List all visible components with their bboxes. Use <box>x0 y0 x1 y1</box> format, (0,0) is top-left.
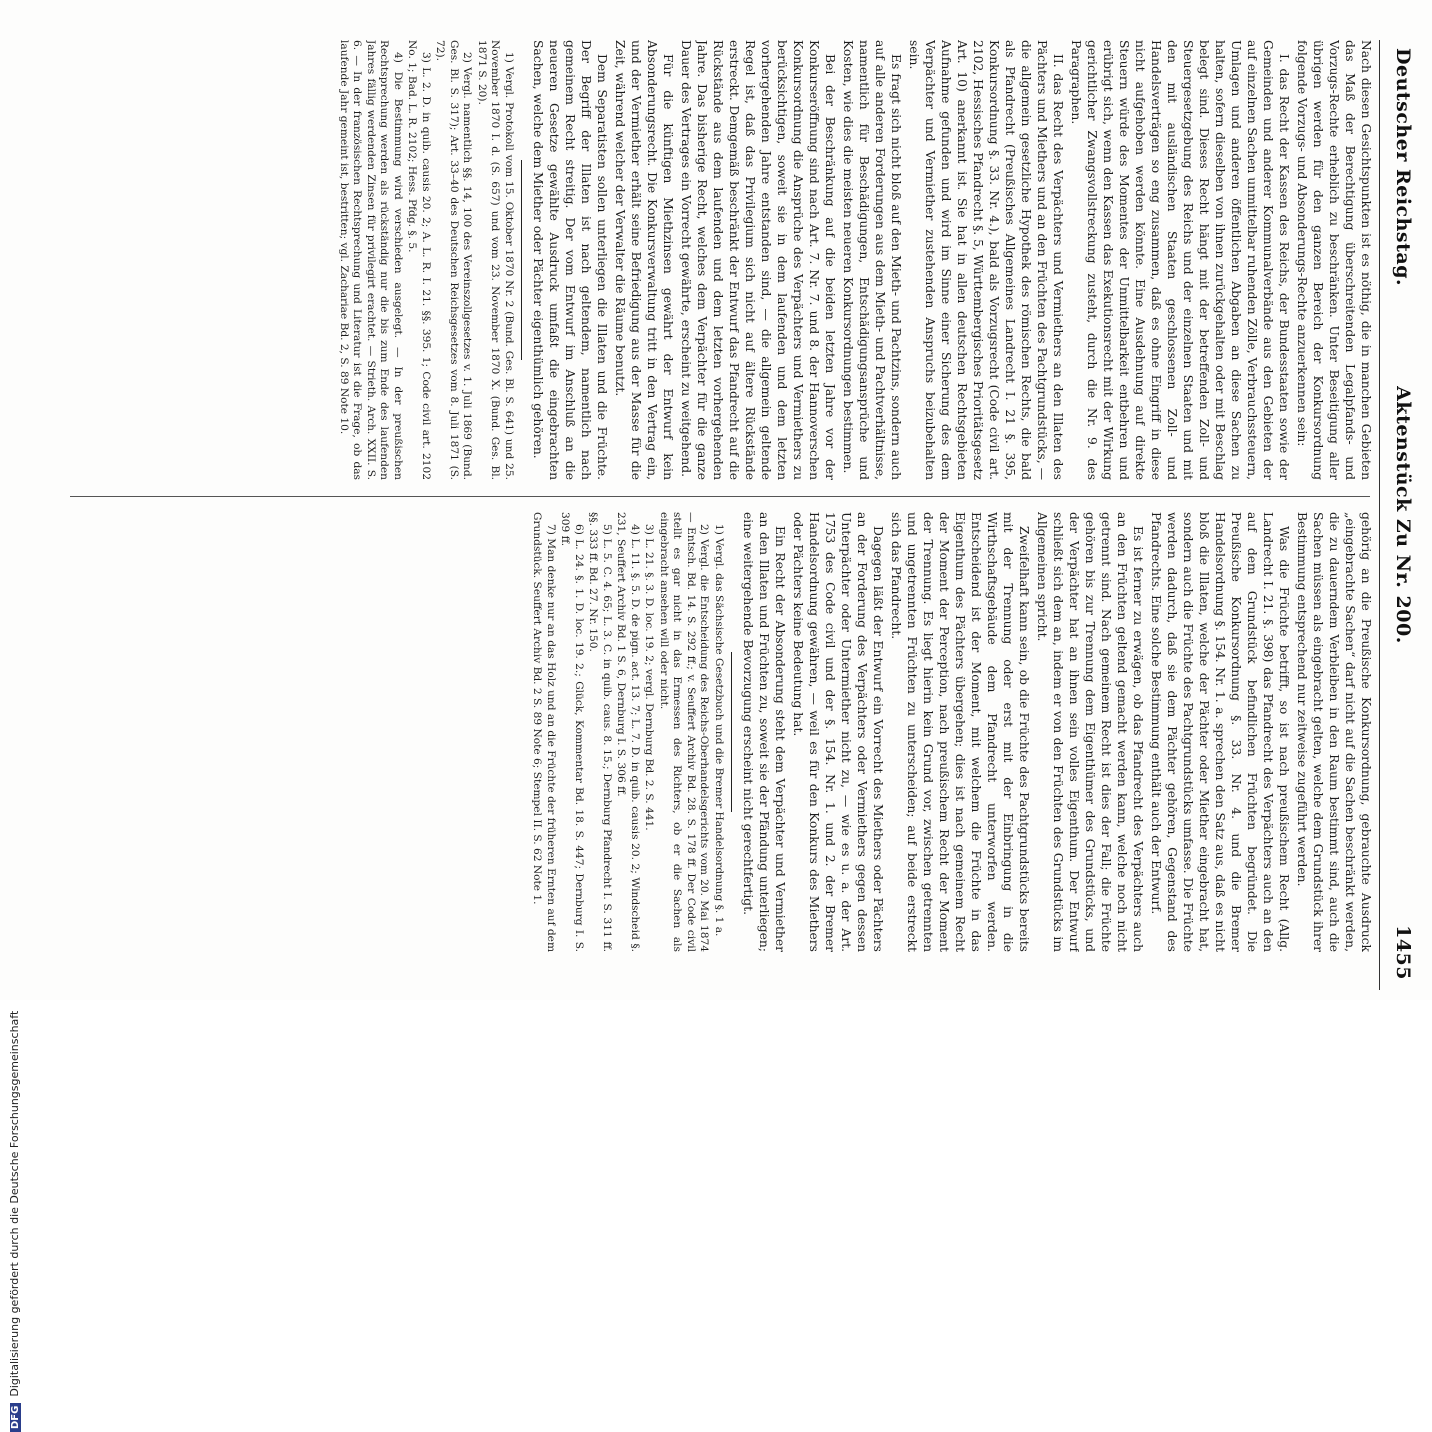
left-footnotes <box>337 40 516 480</box>
paragraph: II. das Recht des Verpächters und Vermiethers an den Illaten des Pächters und Miethers und an den Früchten des Pachtgrundstücks, — die allgemein gesetzliche Hypothek des römischen Rechts, die bald als Pfandrecht (Preußisches Allgemeines Landrecht I. 21 §. 395, Konkursordnung §. 33. Nr. 4.), bald als Vorzugsrecht (Code civil art. 2102, Hessisches Pfandrecht §. 5, Württembergisches Prioritätsgesetz Art. 10) anerkannt ist. Sie hat in allen deutschen Rechtsgebieten Aufnahme gefunden und wird im Sinne einer Sicherung des dem Verpächter und Vermiether zustehenden Anspruchs beizubehalten sein. <box>907 40 1065 480</box>
paragraph: Es ist ferner zu erwägen, ob das Pfandrecht des Verpächters auch an den Früchten geltend gemacht werden kann, welche noch nicht getrennt sind. Nach gemeinem Recht ist dies der Fall; die Früchte gehören bis zur Trennung dem Eigenthümer des Grundstücks, und der Verpächter hat an ihnen sein volles Eigenthum. Der Entwurf schließt sich dem an, indem er von den Früchten des Grundstücks im Allgemeinen spricht. <box>1035 512 1145 952</box>
right-column <box>44 512 1374 952</box>
paragraph: Dem Separatisten sollen unterliegen die Illaten und die Früchte. Der Begriff der Illaten ist nach geltendem, namentlich nach gemeinem Recht streitig. Der vom Entwurf im Anschluß an die neueren Gesetze gewählte Ausdruck umfaßt die eingebrachten Sachen, welche dem Miether oder Pächter eigenthümlich gehören. <box>531 40 609 480</box>
footnote-rule <box>521 160 522 360</box>
header-document-reference: Aktenstück Zu Nr. 200. <box>1392 386 1414 644</box>
credit-text: Digitalisierung gefördert durch die Deutsche Forschungsgemeinschaft <box>8 1010 21 1397</box>
footnote-rule <box>731 652 732 812</box>
paragraph: I. das Recht der Kassen des Reichs, der Bundesstaaten sowie der Gemeinden und anderer Kommunalverbände aus den Gebieten der auf einzelnen Sachen unmittelbar ruhenden Zölle, Verbrauchssteuern, Umlagen und anderen öffentlichen Abgaben an diese Sachen zu halten, sofern dieselben von ihnen zurückgehalten oder mit Beschlag belegt sind. Dieses Recht hängt mit der betreffenden Zoll- und Steuergesetzgebung des Reichs und der einzelnen Staaten und mit den mit ausländischen Staaten geschlossenen Zoll- und Handelsverträgen so eng zusammen, daß es ohne Eingriff in diese nicht aufgehoben werden könnte. Eine Ausdehnung auf direkte Steuern würde des Momentes der Unmittelbarkeit entbehren und erübrigt sich, wenn den Kassen das Exekutionsrecht mit der Wirkung gerichtlicher Zwangsvollstreckung zusteht, durch die Nr. 9. des Paragraphen. <box>1069 40 1291 480</box>
footnote: 4) L. 11. §. 5. D. de pign. act. 13. 7; L. 7. D. in quib. causis 20. 2; Windscheid §. 231, Seuffert Archiv Bd. 1 S. 6, Dernburg I. S. 306 ff. <box>615 512 641 952</box>
footnote: 7) Man denke nur an das Holz und an die Früchte der früheren Ernten auf dem Grundstück. Seuffert Archiv Bd. 2 S. 89 Note 6; Stempel II. S. 62 Note 1. <box>531 512 557 952</box>
footnote: 5) L. 5. C. 4. 65; L. 3. C. in quib. caus. 8. 15.; Dernburg Pfandrecht I. S. 311 ff. §§. 333 ff. Bd. 27. Nr. 150. <box>587 512 613 952</box>
paragraph: gehörig an die Preußische Konkursordnung, gebrauchte Ausdruck „eingebrachte Sachen“ darf nicht auf die Sachen beschränkt werden, die zu dauerndem Verbleiben in den Raum bestimmt sind, auch die Sachen müssen als eingebracht gelten, welche dem Grundstück ihrer Bestimmung entsprechend nur zeitweise zugeführt werden. <box>1295 512 1373 952</box>
footnote: 2) Vergl. die Entscheidung des Reichs-Oberhandelsgerichts vom 20. Mai 1874 — Entsch. Bd. 14. S. 292 ff.; v. Seuffert Archiv Bd. 28. S. 178 ff. Der Code civil stellt es gar nicht in das Ermessen des Richters, ob er die Sachen als eingebracht ansehen will oder nicht. <box>658 512 711 952</box>
dfg-logo: DFG <box>10 1403 21 1432</box>
right-column-body <box>740 512 1374 952</box>
column-divider <box>70 496 1370 497</box>
footnote: 3) L. 2. D. in quib. causis 20. 2; A. L. R. I. 21. §§. 395. 1; Code civil art. 2102 No. 1; Bad. L. R. 2102; Hess. Pfdg. §. 5. <box>406 40 432 480</box>
footnote: 2) Vergl. namentlich §§. 14, 100 des Vereinszollgesetzes v. 1. Juli 1869 (Bund. Ges. Bl. S. 317); Art. 33–40 des Deutschen Reichsgesetzes vom 8. Juli 1871 (S. 72). <box>434 40 474 480</box>
paragraph: Was die Früchte betrifft, so ist nach preußischem Recht (Allg. Landrecht I. 21. §. 398) das Pfandrecht des Verpächters auch an den auf dem Grundstück befindlichen Früchten begründet. Die Preußische Konkursordnung §. 33. Nr. 4. und die Bremer Handelsordnung §. 154. Nr. 1. a. sprechen den Satz aus, daß es nicht bloß die Illaten, welche der Pächter oder Miether eingebracht hat, sondern auch die Früchte des Pachtgrundstücks umfasse. Die Früchte werden dadurch, daß sie dem Pächter gehören, Gegenstand des Pfandrechts. Eine solche Bestimmung enthält auch der Entwurf. <box>1149 512 1291 952</box>
left-column <box>44 40 1374 480</box>
digitization-credit <box>8 432 28 1432</box>
paragraph: Ein Recht der Absonderung steht dem Verpächter und Vermiether an den Illaten und Früchten zu, soweit sie der Pfändung unterliegen; eine weitergehende Bevorzugung erscheint nicht gerechtfertigt. <box>741 512 787 952</box>
footnote: 4) Die Bestimmung wird verschieden ausgelegt. — In der preußischen Rechtsprechung werden als rückständig nur die bis zum Ende des laufenden Jahres fällig werdenden Zinsen für privilegirt erachtet. — Strieth. Arch. XXII. S. 6. — In der französischen Rechtsprechung und Literatur ist die Frage, ob das laufende Jahr gemeint ist, bestritten; vgl. Zachariae Bd. 2, S. 89 Note 10. <box>338 40 404 480</box>
paragraph: Für die künftigen Miethzinsen gewährt der Entwurf kein Absonderungsrecht. Die Konkursverwaltung tritt in den Vertrag ein, und der Vermiether erhält seine Befriedigung aus der Masse für die Zeit, während welcher der Verwalter die Räume benutzt. <box>613 40 675 480</box>
footnote: 1) Vergl. das Sächsische Gesetzbuch und die Bremer Handelsordnung §. 1 a. <box>713 524 725 937</box>
paragraph: Zweifelhaft kann sein, ob die Früchte des Pachtgrundstücks bereits mit der Trennung oder erst mit der Einbringung in die Wirthschaftsgebäude dem Pfandrecht unterworfen werden. Entscheidend ist der Moment, mit welchem die Früchte in das Eigenthum des Pächters übergehen; dies ist nach gemeinem Recht der Moment der Perception, nach preußischem Recht der Moment der Trennung. Es liegt hierin kein Grund vor, zwischen getrennten und ungetrennten Früchten zu unterscheiden; auf beide erstreckt sich das Pfandrecht. <box>889 512 1031 952</box>
paragraph: Nach diesen Gesichtspunkten ist es nöthig, die in manchen Gebieten das Maß der Berechtigung überschreitenden Legalpfands- und Vorzugs-Rechte erheblich zu beschränken. Unter Beseitigung aller übrigen werden für den ganzen Bereich der Konkursordnung folgende Vorzugs- und Absonderungs-Rechte anzuerkennen sein: <box>1295 40 1373 480</box>
footnote: 1) Vergl. Protokoll vom 15. Oktober 1870 Nr. 2 (Bund. Ges. Bl. S. 641) und 25. November 1870 I. d. (S. 657) und vom 23. November 1870 X. (Bund. Ges. Bl. 1871 S. 20). <box>476 40 515 480</box>
paragraph: Bei der Beschränkung auf die beiden letzten Jahre vor der Konkurseröffnung sind nach Art. 7. Nr. 7. und 8. der Hannoverschen Konkursordnung die Ansprüche des Verpächters und Vermiethers zu berücksichtigen, soweit sie in dem laufenden und dem letzten vorhergehenden Jahre entstanden sind, — die allgemein geltende Regel ist, daß das Privilegium sich nicht auf ältere Rückstände erstreckt. Demgemäß beschränkt der Entwurf das Pfandrecht auf die Rückstände aus dem laufenden und dem letzten vorhergehenden Jahre. Das bisherige Recht, welches dem Verpächter für die ganze Dauer des Vertrages ein Vorrecht gewährte, erscheint zu weitgehend. <box>679 40 837 480</box>
paragraph: Es fragt sich nicht bloß auf den Mieth- und Pachtzins, sondern auch auf alle anderen Forderungen aus dem Mieth- und Pachtverhältnisse, namentlich für Beschädigungen, Entschädigungsansprüche und Kosten, wie dies die meisten neueren Konkursordnungen bestimmen. <box>841 40 903 480</box>
footnote: 3) L. 21. §. 3. D. loc. 19. 2; vergl. Dernburg Bd. 2. S. 441. <box>643 524 656 831</box>
paragraph: Dagegen läßt der Entwurf ein Vorrecht des Miethers oder Pächters an der Forderung des Verpächters oder Vermiethers gegen dessen Unterpächter oder Untermiether nicht zu, — wie es u. a. der Art. 1753 des Code civil und der §. 154. Nr. 1. und 2. der Bremer Handelsordnung gewähren, — weil es für den Konkurs des Miethers oder Pächters keine Bedeutung hat. <box>791 512 885 952</box>
header-publication-title: Deutscher Reichstag. <box>1392 48 1414 287</box>
header-page-number: 1455 <box>1392 925 1414 980</box>
right-footnotes <box>530 512 725 952</box>
footnote: 6) L. 24. §. 1. D. loc. 19. 2.; Glück, Kommentar Bd. 18. S. 447; Dernburg I. S. 309 ff. <box>559 512 585 952</box>
left-column-body <box>530 40 1374 480</box>
page-header <box>1379 40 1424 990</box>
